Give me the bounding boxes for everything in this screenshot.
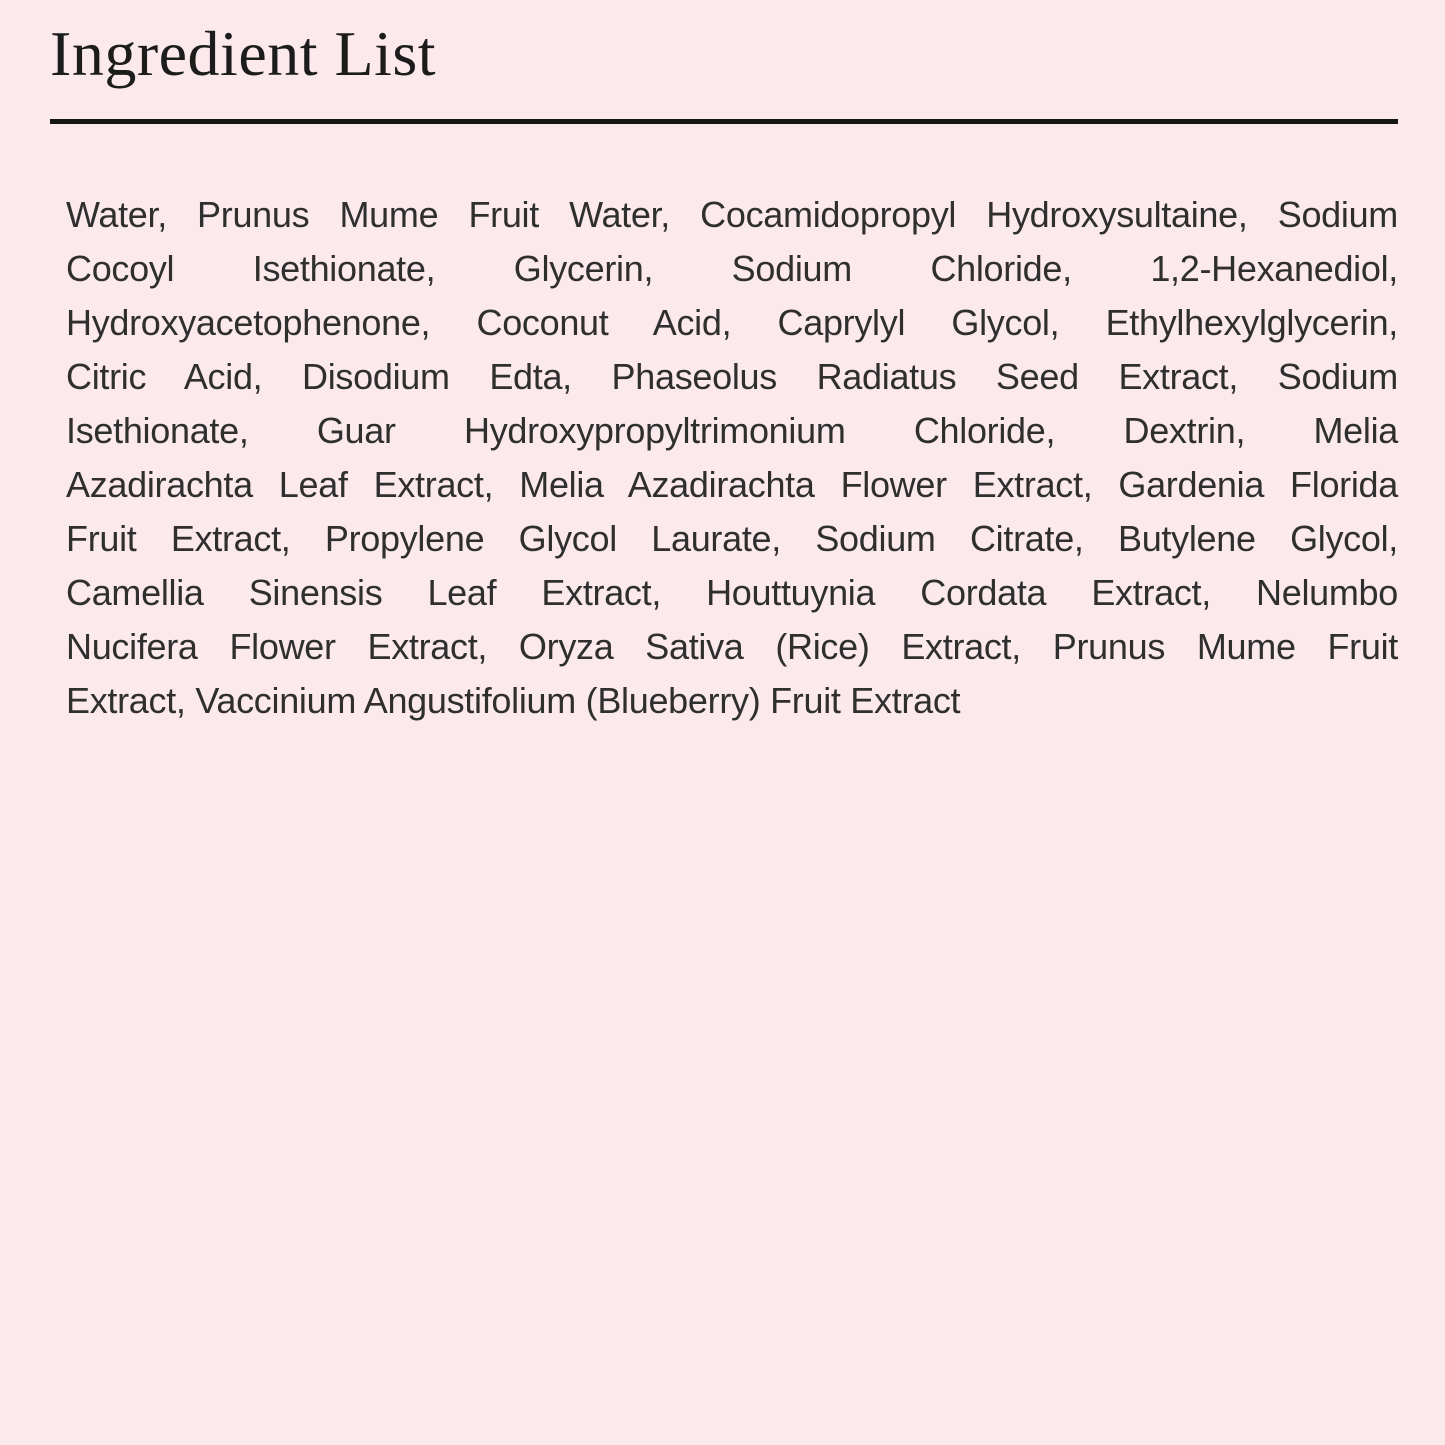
- ingredient-line: Fruit Extract, Propylene Glycol Laurate, Sodium Citrate, Butylene Glycol,: [66, 518, 1398, 559]
- ingredient-line: Hydroxyacetophenone, Coconut Acid, Caprylyl Glycol, Ethylhexylglycerin,: [66, 302, 1398, 343]
- page-title: Ingredient List: [50, 18, 437, 89]
- ingredient-line: Camellia Sinensis Leaf Extract, Houttuynia Cordata Extract, Nelumbo: [66, 572, 1398, 613]
- ingredient-line: Extract, Vaccinium Angustifolium (Blueberry) Fruit Extract: [66, 680, 961, 721]
- ingredient-line: Citric Acid, Disodium Edta, Phaseolus Radiatus Seed Extract, Sodium: [66, 356, 1398, 397]
- ingredient-line: Cocoyl Isethionate, Glycerin, Sodium Chloride, 1,2-Hexanediol,: [66, 248, 1398, 289]
- title-divider: [50, 119, 1398, 124]
- ingredient-line: Water, Prunus Mume Fruit Water, Cocamidopropyl Hydroxysultaine, Sodium: [66, 194, 1398, 235]
- ingredient-line: Isethionate, Guar Hydroxypropyltrimonium Chloride, Dextrin, Melia: [66, 410, 1398, 451]
- ingredient-line: Nucifera Flower Extract, Oryza Sativa (Rice) Extract, Prunus Mume Fruit: [66, 626, 1398, 667]
- ingredients-paragraph: [66, 188, 1398, 728]
- ingredient-line: Azadirachta Leaf Extract, Melia Azadirachta Flower Extract, Gardenia Florida: [66, 464, 1398, 505]
